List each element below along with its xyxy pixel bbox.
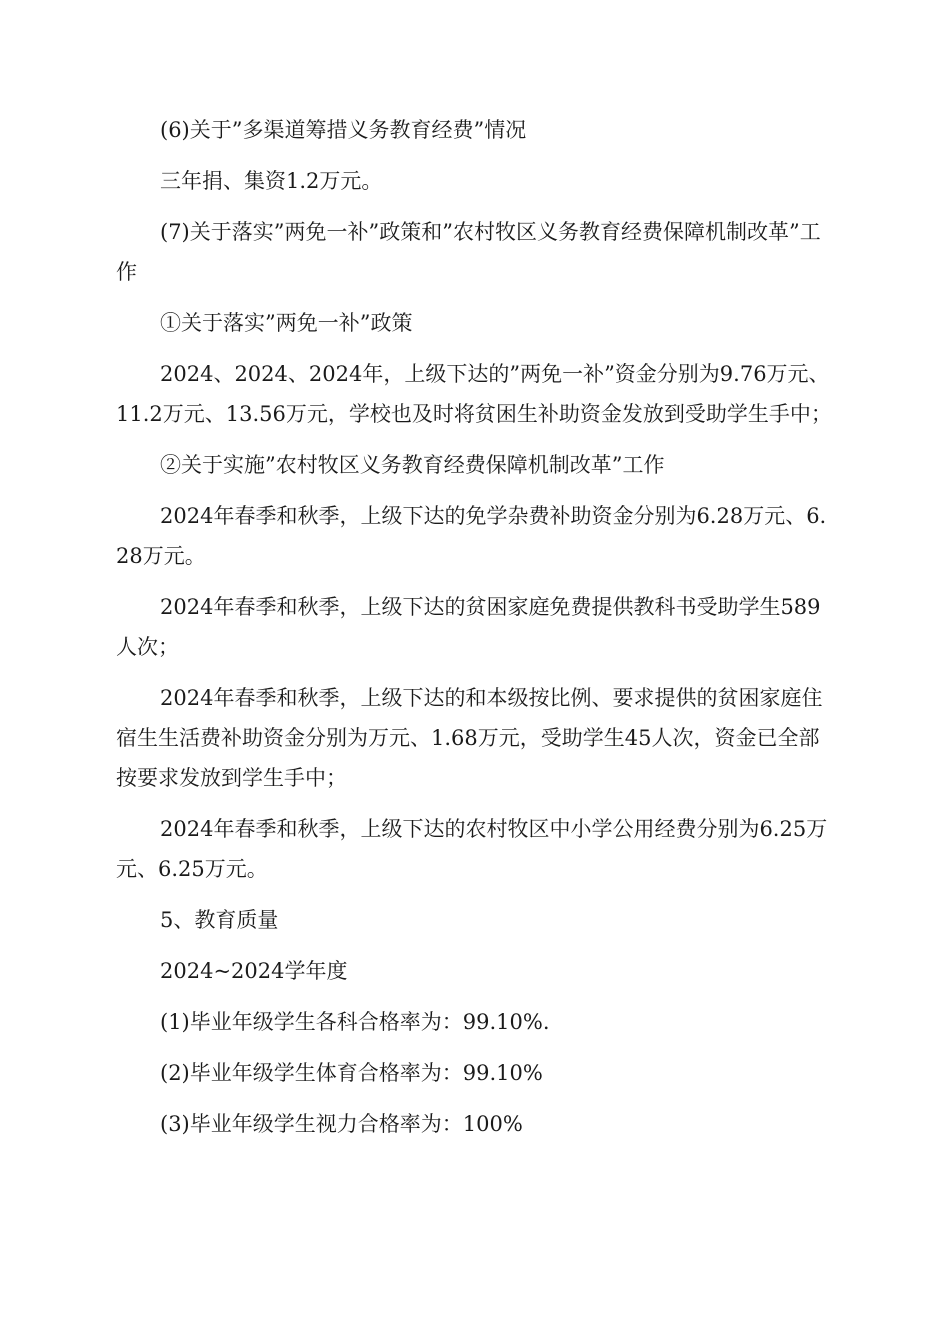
paragraph-fee-subsidy: 2024年春季和秋季，上级下达的免学杂费补助资金分别为6.28万元、6.28万元。	[116, 504, 827, 568]
paragraph-two-exemptions-heading: ①关于落实”两免一补”政策	[160, 311, 413, 335]
paragraph-public-funds: 2024年春季和秋季，上级下达的农村牧区中小学公用经费分别为6.25万元、6.25万元。	[116, 817, 828, 881]
paragraph-school-year: 2024~2024学年度	[160, 959, 348, 983]
paragraph-subject-pass-rate: (1)毕业年级学生各科合格率为：99.10%.	[160, 1010, 550, 1034]
paragraph-boarding-subsidy: 2024年春季和秋季，上级下达的和本级按比例、要求提供的贫困家庭住宿生生活费补助资金分别为万元、1.68万元，受助学生45人次，资金已全部按要求发放到学生手中；	[116, 686, 823, 790]
paragraph-funding-channels-heading: (6)关于”多渠道筹措义务教育经费”情况	[160, 118, 527, 142]
paragraph-two-exemptions-funds: 2024、2024、2024年，上级下达的”两免一补”资金分别为9.76万元、11.2万元、13.56万元，学校也及时将贫困生补助资金发放到受助学生手中；	[116, 362, 832, 426]
paragraph-policy-heading: (7)关于落实”两免一补”政策和”农村牧区义务教育经费保障机制改革”工作	[116, 220, 821, 284]
paragraph-pe-pass-rate: (2)毕业年级学生体育合格率为：99.10%	[160, 1061, 543, 1085]
paragraph-textbook-aid: 2024年春季和秋季，上级下达的贫困家庭免费提供教科书受助学生589人次；	[116, 595, 821, 659]
paragraph-education-quality-heading: 5、教育质量	[160, 908, 279, 932]
document-body	[116, 110, 836, 1155]
paragraph-vision-pass-rate: (3)毕业年级学生视力合格率为：100%	[160, 1112, 523, 1136]
paragraph-reform-heading: ②关于实施”农村牧区义务教育经费保障机制改革”工作	[160, 453, 665, 477]
paragraph-donations: 三年捐、集资1.2万元。	[160, 169, 383, 193]
